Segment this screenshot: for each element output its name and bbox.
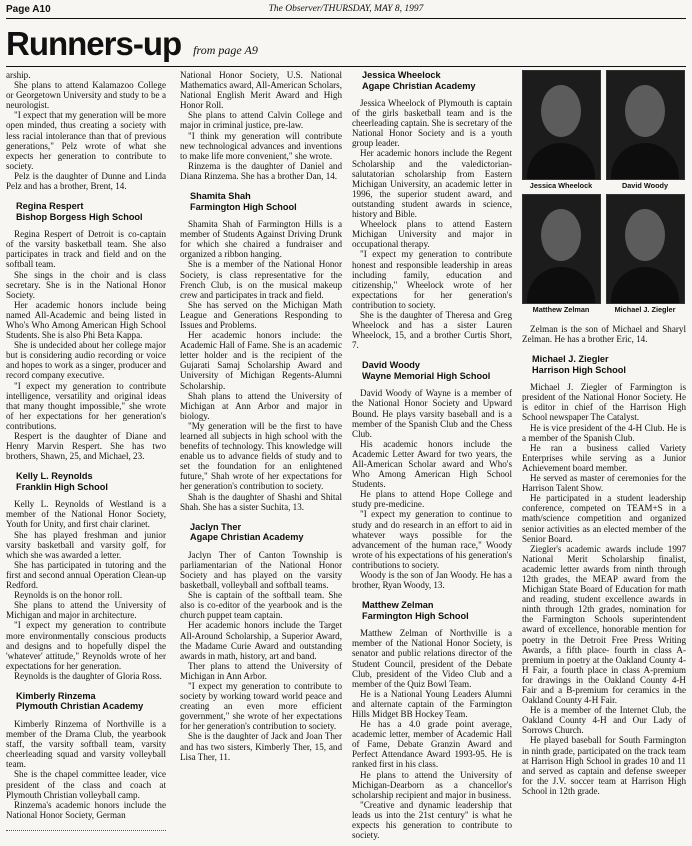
body-paragraph: He played baseball for South Farmington in ninth grade, participated on the track team at Harrison High School in grades 10 and 11 and served as captain and defense sweeper for the J.V. soccer team at Harrison High School in 12th grade.: [522, 735, 686, 796]
body-paragraph: "I think my generation will contribute new technological advances and inventions to make life more convenient," she wrote.: [180, 130, 342, 161]
body-paragraph: Jaclyn Ther of Canton Township is parliamentarian of the National Honor Society and has played on the varsity basketball, volleyball and softball teams.: [180, 549, 342, 591]
profile-heading: [352, 360, 512, 381]
body-paragraph: He is a National Young Leaders Alumni and alternate captain of the Farmington Hills Midget BB Hockey Team.: [352, 688, 512, 719]
student-name: Matthew Zelman: [362, 600, 434, 611]
title-rule: [6, 66, 686, 67]
profile-heading: [6, 201, 166, 222]
portrait-photo: [522, 194, 601, 304]
body-paragraph: She is the daughter of Jack and Joan Ther and has two sisters, Kimberly Ther, 15, and Lisa Ther, 11.: [180, 731, 342, 762]
student-name: Michael J. Ziegler: [532, 354, 609, 365]
body-paragraph: She is captain of the softball team. She also is co-editor of the yearbook and is the church puppet team captain.: [180, 590, 342, 621]
body-paragraph: "I expect my generation to contribute more environmentally conscious products and designs and to hopefully dispel the 'whatever' attitude," Reynolds wrote of her expectations for her generation.: [6, 620, 166, 671]
student-name: Jaclyn Ther: [190, 521, 242, 532]
body-paragraph: He plans to attend Hope College and study pre-medicine.: [352, 489, 512, 510]
school-name: Wayne Memorial High School: [362, 370, 491, 381]
student-name: David Woody: [362, 360, 421, 371]
body-paragraph: Shamita Shah of Farmington Hills is a member of Students Against Driving Drunk for which she chaired a fundraiser and organized a ribbon hanging.: [180, 219, 342, 260]
body-paragraph: Her academic honors include the Target All-Around Scholarship, a Superior Award, the Madame Curie Award and outstanding awards in math, history, art and band.: [180, 620, 342, 661]
body-paragraph: He plans to attend the University of Michigan-Dearborn as a chancellor's scholarship recipient and major in business.: [352, 769, 512, 800]
photo-grid: [522, 70, 686, 318]
portrait-shoulders: [527, 143, 595, 180]
body-paragraph: National Honor Society, U.S. National Mathematics award, All-American Scholars, National English Merit Award and High Honor Roll.: [180, 70, 342, 111]
body-paragraph: Her academic honors include: the Academic Hall of Fame. She is an academic letter holder and is the recipient of the Gujarati Samaj Scholarship Award and University of Michigan Regents-Alumni Scholarship.: [180, 330, 342, 391]
school-name: Franklin High School: [16, 481, 108, 492]
photo-caption: Matthew Zelman: [532, 305, 590, 314]
portrait-face: [541, 85, 581, 137]
student-name: Jessica Wheelock: [362, 70, 441, 80]
profile-heading: [180, 191, 342, 212]
body-paragraph: Respert is the daughter of Diane and Henry Marvin Respert. She has two brothers, Shawn, 25, and Michael, 23.: [6, 431, 166, 462]
portrait-shoulders: [611, 143, 679, 180]
school-name: Farmington High School: [362, 610, 469, 621]
page-footer-rule: [6, 830, 166, 839]
profile-heading: [352, 600, 512, 621]
school-name: Agape Christian Academy: [190, 532, 304, 543]
body-paragraph: He served as master of ceremonies for the Harrison Talent Show.: [522, 473, 686, 494]
student-name: Regina Respert: [16, 201, 84, 212]
portrait-face: [541, 209, 581, 261]
body-paragraph: Reynolds is on the honor roll.: [14, 590, 123, 601]
body-paragraph: He is vice president of the 4-H Club. He is a member of the Spanish Club.: [522, 422, 686, 443]
body-paragraph: His academic honors include the Academic Letter Award for two years, the All-American Scholar award and Who's Who Among American High School Students.: [352, 438, 512, 490]
body-paragraph: Regina Respert of Detroit is co-captain of the varsity basketball team. She also participates in track and field and on the softball team.: [6, 229, 166, 270]
body-paragraph: Kimberly Rinzema of Northville is a member of the Drama Club, the yearbook staff, the varsity softball team, varsity cheerleading squad and varsity volleyball team.: [6, 718, 166, 770]
portrait-shoulders: [611, 267, 679, 304]
body-paragraph: She is the chapel committee leader, vice president of the class and coach at Plymouth Christian volleyball camp.: [6, 769, 166, 800]
body-paragraph: Kelly L. Reynolds of Westland is a member of the National Honor Society, Youth for Unity, and first chair clarinet.: [6, 499, 166, 530]
portrait-photo: [522, 70, 601, 180]
body-paragraph: She has participated in tutoring and the first and second annual Operation Clean-up Redford.: [6, 559, 166, 591]
portrait-photo: [606, 194, 685, 304]
body-paragraph: David Woody of Wayne is a member of the National Honor Society and Upward Bound. He plays varsity baseball and is a member of the Spanish Club and the Chess Club.: [352, 388, 512, 439]
body-paragraph: Jessica Wheelock of Plymouth is captain of the girls basketball team and is the cheerleading captain. She is secretary of the National Honor Society and is a youth group leader.: [352, 98, 512, 149]
column-3: [352, 70, 512, 840]
school-name: Harrison High School: [532, 364, 626, 375]
body-paragraph: Woody is the son of Jan Woody. He has a brother, Ryan Woody, 13.: [352, 570, 512, 591]
body-paragraph: Shah plans to attend the University of Michigan at Ann Arbor and major in biology.: [180, 390, 342, 421]
portrait-face: [625, 209, 665, 261]
column-1: [6, 70, 166, 820]
student-name: Shamita Shah: [190, 191, 251, 202]
body-paragraph: Matthew Zelman of Northville is a member of the National Honor Society, is senator and public relations director of the Student Council, president of the Debate Club, president of the Video Club and a member of the Quiz Bowl Team.: [352, 628, 512, 689]
body-paragraph: She is the daughter of Theresa and Greg Wheelock and has a sister Lauren Wheelock, 15, and a brother Curtis Short, 7.: [352, 309, 512, 351]
body-paragraph: "Creative and dynamic leadership that leads us into the 21st century" is what he expects his generation to contribute to society.: [352, 799, 512, 841]
body-paragraph: arship.: [6, 70, 31, 80]
body-paragraph: He is a member of the Internet Club, the Oakland County 4-H and Our Lady of Sorrows Church.: [522, 705, 686, 736]
body-paragraph: Ziegler's academic awards include 1997 National Merit Scholarship finalist, academic letter awards from ninth through 12th grades, the MEAP award from the Michigan State Board of Education for math and reading, student excellence awards in ninth through 12th grades, nomination for the Farmington Schools superintendent award of excellence, honorable mention for poetry in the Detroit Free Press Writing Awards, a fifth place- fourth in class A-premium in poetry at the Oakland County 4-H Fair, a fourth place in class A-premium for drawings in the Oakland County 4-H Fair and a B-premium for ceramics in the Oakland County 4-H Fair.: [522, 543, 686, 706]
body-paragraph: She plans to attend Calvin College and major in criminal justice, pre-law.: [180, 110, 342, 131]
profile-heading: [522, 354, 686, 375]
body-paragraph: "I expect my generation to contribute intelligence, versatility and original ideas that many thought impossible," she wrote of her expectations for her generation's contributions.: [6, 380, 166, 431]
body-paragraph: Wheelock plans to attend Eastern Michigan University and major in occupational therapy.: [352, 219, 512, 250]
student-name: Kelly L. Reynolds: [16, 471, 93, 482]
school-name: Farmington High School: [190, 201, 297, 212]
profile-heading: [180, 522, 342, 543]
school-name: Plymouth Christian Academy: [16, 701, 144, 712]
school-name: Agape Christian Academy: [362, 80, 476, 91]
body-paragraph: She plans to attend Kalamazoo College or Georgetown University and study to be a neurologist.: [6, 80, 166, 111]
body-paragraph: "My generation will be the first to have learned all subjects in high school with the benefits of technology. This knowledge will enable us to advance fields of study and to set the foundation for an enlightened future," Shah wrote of her expectations for her generation's contribution to society.: [180, 420, 342, 492]
continued-from: from page A9: [193, 43, 258, 57]
body-paragraph: "I expect my generation to contribute honest and responsible leadership in areas including family, education and citizenship," Wheelock wrote of her expectations for her generation's contribution to society.: [352, 249, 512, 310]
body-paragraph: Rinzema's academic honors include the National Honor Society, German: [6, 799, 166, 820]
page-number: Page A10: [6, 4, 51, 15]
body-paragraph: He ran a business called Variety Enterprises while serving as a Junior Achievement board member.: [522, 442, 686, 473]
page-header: [6, 4, 686, 19]
body-paragraph: "I expect my generation to contribute to society by working toward world peace and creating an even more efficient government," she wrote of her expectations for her generation's contribution to society.: [180, 680, 342, 732]
body-paragraph: She plans to attend the University of Michigan and major in architecture.: [6, 600, 166, 621]
body-paragraph: He has a 4.0 grade point average, academic letter, member of Academic Hall of Fame, Debate Granzin Award and Perfect Attendance Award 1993-95. He is ranked first in his class.: [352, 719, 512, 770]
profile-heading: [6, 471, 166, 492]
portrait-face: [625, 85, 665, 137]
body-paragraph: She has served on the Michigan Math League and Generations Responding to Issues and Problems.: [180, 299, 342, 330]
profile-heading: [6, 691, 166, 712]
section-title: [6, 24, 686, 64]
body-paragraph: Rinzema is the daughter of Daniel and Diana Rinzema. She has a brother Dan, 14.: [180, 160, 342, 181]
photo-caption: David Woody: [621, 181, 669, 190]
body-paragraph: She has played freshman and junior varsity basketball and varsity golf, for which she was awarded a letter.: [6, 529, 166, 560]
column-2: [180, 70, 342, 762]
body-paragraph: She is a member of the National Honor Society, is class representative for the French Club, is on the musical makeup crew and participates in track and field.: [180, 259, 342, 300]
body-paragraph: She is undecided about her college major but is considering audio recording or voice and hopes to work as a singer, producer and record company executive.: [6, 340, 166, 381]
portrait-photo: [606, 70, 685, 180]
photo-caption: Jessica Wheelock: [529, 181, 593, 190]
body-paragraph: Her academic honors include the Regent Scholarship and the valedictorian-salutatorian scholarship from Eastern Michigan University, an academic letter in 1996, the superior student award, and outstanding student awards in science, history and Bible.: [352, 148, 512, 220]
column-4: [522, 70, 686, 796]
profile-heading: [352, 70, 512, 91]
body-paragraph: "I expect that my generation will be more open minded, thus creating a society with less racial intolerance than that of previous generations," Pelz wrote of what she expects her generation to contribute to society.: [6, 110, 166, 171]
school-name: Bishop Borgess High School: [16, 211, 143, 222]
portrait-shoulders: [527, 267, 595, 304]
body-paragraph: Pelz is the daughter of Dunne and Linda Pelz and has a brother, Brent, 14.: [6, 170, 166, 192]
body-paragraph: Her academic honors include being named All-Academic and being listed in Who's Who Among American High School Students. She is also Phi Beta Kappa.: [6, 299, 166, 341]
photo-caption: Michael J. Ziegler: [614, 305, 676, 314]
student-name: Kimberly Rinzema: [16, 690, 96, 701]
body-paragraph: Zelman is the son of Michael and Sharyl Zelman. He has a brother Eric, 14.: [522, 324, 686, 345]
body-paragraph: Shah is the daughter of Shashi and Shital Shah. She has a sister Suchita, 13.: [180, 491, 342, 512]
body-paragraph: She sings in the choir and is class secretary. She is in the National Honor Society.: [6, 269, 166, 300]
body-paragraph: Reynolds is the daughter of Gloria Ross.: [14, 670, 162, 681]
body-paragraph: "I expect my generation to continue to study and do research in an effort to aid in whatever ways possible for the advancement of the human race," Woody wrote of his expectations of his generation's contributions to society.: [352, 509, 512, 570]
body-paragraph: He participated in a student leadership conference, competed on TEAM+S in a math/science competition and organized senior activities as an elected member of the Senior Board.: [522, 493, 686, 544]
publication-line: The Observer/THURSDAY, MAY 8, 1997: [268, 4, 424, 14]
section-headline: Runners-up: [6, 25, 182, 62]
body-paragraph: Ther plans to attend the University of Michigan in Ann Arbor.: [180, 660, 342, 681]
body-paragraph: Michael J. Ziegler of Farmington is president of the National Honor Society. He is editor in chief of the Harrison High School newspaper The Catalyst.: [522, 382, 686, 423]
